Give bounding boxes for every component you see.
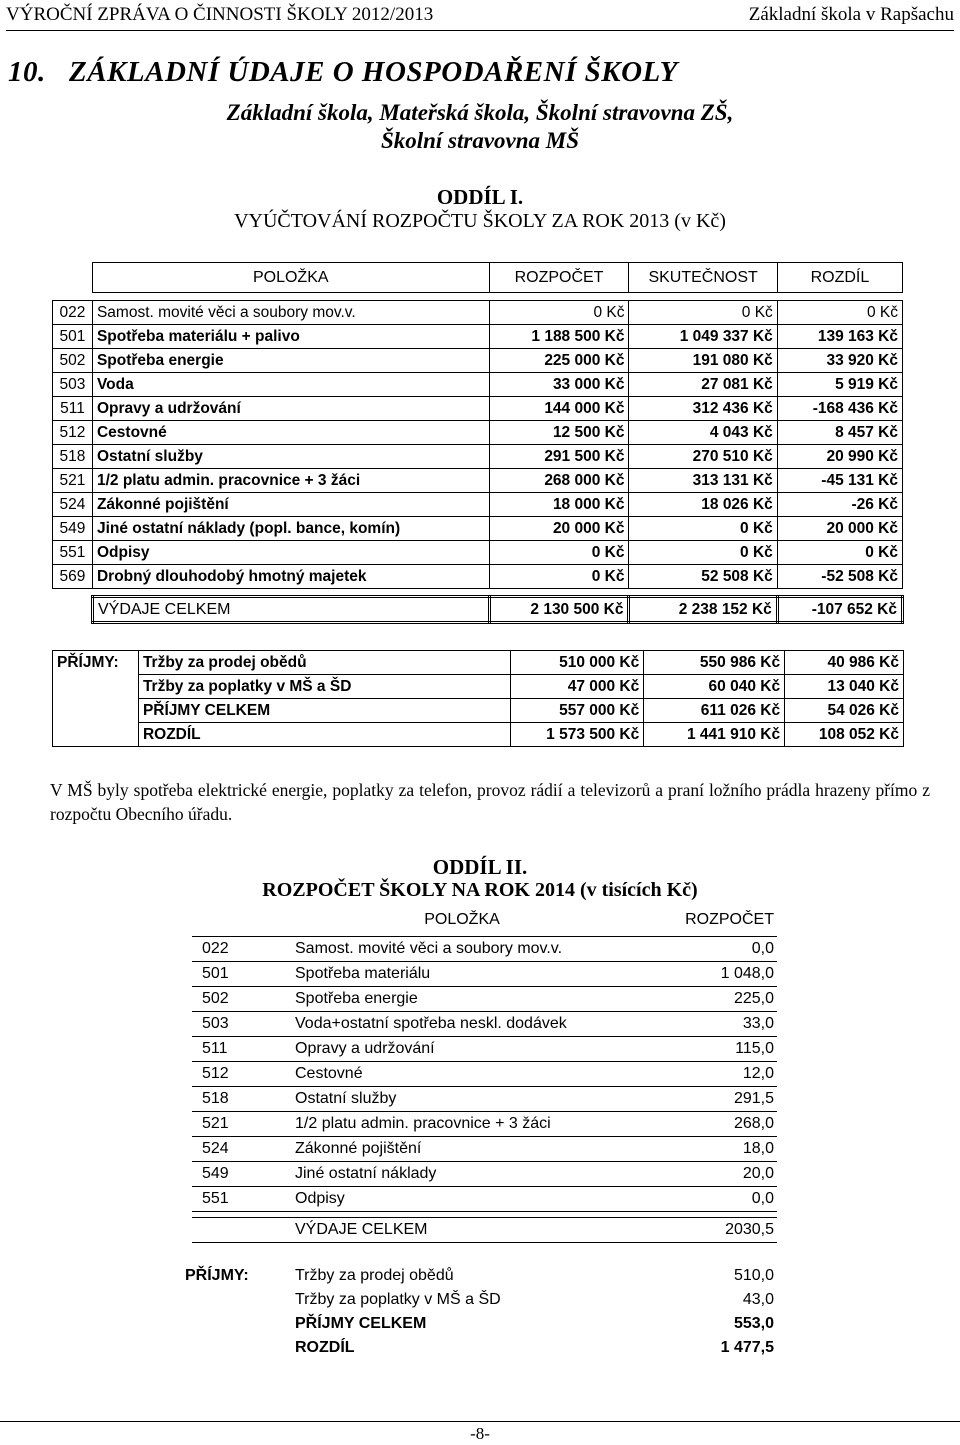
table-row [53, 373, 903, 397]
row-actual: 27 081 Kč [629, 373, 777, 397]
table-row [53, 565, 903, 589]
table-row [192, 1137, 777, 1162]
row-item: Opravy a udržování [92, 397, 489, 421]
income-label [53, 723, 139, 747]
row-item: Jiné ostatní náklady (popl. bance, komín) [92, 517, 489, 541]
row-diff: -26 Kč [777, 493, 902, 517]
row-budget: 1 188 500 Kč [489, 325, 629, 349]
income-budget: 553,0 [733, 1315, 774, 1332]
row-code: 022 [202, 940, 229, 957]
row-diff: -168 436 Kč [777, 397, 902, 421]
row-code: 551 [202, 1190, 229, 1207]
row-item: Odpisy [92, 541, 489, 565]
table-row [53, 421, 903, 445]
row-actual: 312 436 Kč [629, 397, 777, 421]
t2-header-item: POLOŽKA [424, 911, 500, 928]
row-code: 512 [202, 1065, 229, 1082]
row-code: 022 [53, 301, 93, 325]
total-budget: 2 130 500 Kč [489, 597, 629, 623]
row-budget: 0 Kč [489, 565, 629, 589]
row-diff: 0 Kč [777, 301, 902, 325]
row-code: 502 [202, 990, 229, 1007]
part2-title: ODDÍL II. [432, 855, 528, 879]
row-budget: 291 500 Kč [489, 445, 629, 469]
income-budget: 1 477,5 [720, 1339, 774, 1356]
income-table-2013 [52, 650, 904, 747]
row-budget: 1 048,0 [720, 965, 774, 982]
row-budget: 18 000 Kč [489, 493, 629, 517]
row-item: Ostatní služby [295, 1090, 397, 1107]
row-code: 549 [53, 517, 93, 541]
income-item: Tržby za prodej obědů [295, 1267, 454, 1284]
row-actual: 313 131 Kč [629, 469, 777, 493]
row-budget: 0 Kč [489, 541, 629, 565]
row-item: Zákonné pojištění [295, 1140, 422, 1157]
row-diff: 139 163 Kč [777, 325, 902, 349]
table-row [53, 517, 903, 541]
row-item: Spotřeba energie [295, 990, 418, 1007]
section-title: 10. ZÁKLADNÍ ÚDAJE O HOSPODAŘENÍ ŠKOLY [8, 56, 678, 88]
income-row [182, 1336, 777, 1360]
row-code: 518 [202, 1090, 229, 1107]
income-budget: 510 000 Kč [511, 651, 644, 675]
income-label: PŘÍJMY: [185, 1267, 249, 1284]
row-diff: 8 457 Kč [777, 421, 902, 445]
t2-header-budget: ROZPOČET [685, 911, 774, 928]
row-actual: 52 508 Kč [629, 565, 777, 589]
row-actual: 0 Kč [629, 517, 777, 541]
row-budget: 20,0 [742, 1165, 774, 1182]
total-label: VÝDAJE CELKEM [92, 597, 489, 623]
row-budget: 144 000 Kč [489, 397, 629, 421]
table-row [192, 987, 777, 1012]
table-row [192, 1062, 777, 1087]
table-row [53, 541, 903, 565]
row-item: Samost. movité věci a soubory mov.v. [295, 940, 563, 957]
row-budget: 268 000 Kč [489, 469, 629, 493]
table-row [53, 301, 903, 325]
note-paragraph: V MŠ byly spotřeba elektrické energie, poplatky za telefon, provoz rádií a televizorů a praní ložního prádla hrazeny přímo z rozpočtu Obecního úřadu. [50, 780, 930, 824]
income-diff: 54 026 Kč [785, 699, 904, 723]
row-code: 549 [202, 1165, 229, 1182]
income-item: ROZDÍL [295, 1339, 355, 1356]
row-actual: 191 080 Kč [629, 349, 777, 373]
income-row [53, 699, 904, 723]
row-budget: 291,5 [733, 1090, 774, 1107]
income-budget: 47 000 Kč [511, 675, 644, 699]
income-budget: 510,0 [733, 1267, 774, 1284]
income-label [182, 1336, 292, 1360]
row-budget: 33,0 [742, 1015, 774, 1032]
row-code: 524 [53, 493, 93, 517]
table-row [53, 397, 903, 421]
row-code: 511 [202, 1040, 228, 1057]
table-row [192, 1012, 777, 1037]
row-diff: 0 Kč [777, 541, 902, 565]
table-row [53, 349, 903, 373]
row-budget: 33 000 Kč [489, 373, 629, 397]
part2-subtitle: ROZPOČET ŠKOLY NA ROK 2014 (v tisících Kč) [262, 879, 698, 901]
col-header-item: POLOŽKA [92, 263, 489, 293]
table-row [53, 445, 903, 469]
income-diff: 13 040 Kč [785, 675, 904, 699]
income-actual: 60 040 Kč [644, 675, 785, 699]
page-number: -8- [470, 1424, 490, 1443]
t2-total-budget: 2030,5 [725, 1221, 774, 1238]
row-budget: 225 000 Kč [489, 349, 629, 373]
row-budget: 20 000 Kč [489, 517, 629, 541]
row-code: 518 [53, 445, 93, 469]
row-code: 501 [202, 965, 229, 982]
income-row [53, 723, 904, 747]
part1-title: ODDÍL I. [436, 185, 524, 209]
income-label: PŘÍJMY: [53, 651, 139, 675]
row-actual: 270 510 Kč [629, 445, 777, 469]
income-budget: 1 573 500 Kč [511, 723, 644, 747]
t2-total-label: VÝDAJE CELKEM [295, 1221, 428, 1238]
income-item: PŘÍJMY CELKEM [295, 1315, 427, 1332]
table-row [192, 1162, 777, 1187]
income-actual: 611 026 Kč [644, 699, 785, 723]
income-item: Tržby za poplatky v MŠ a ŠD [295, 1291, 501, 1308]
row-code: 501 [53, 325, 93, 349]
row-diff: 33 920 Kč [777, 349, 902, 373]
row-diff: 20 990 Kč [777, 445, 902, 469]
income-table-2014 [182, 1264, 777, 1360]
income-row [182, 1288, 777, 1312]
table-row [53, 325, 903, 349]
row-actual: 18 026 Kč [629, 493, 777, 517]
row-item: Drobný dlouhodobý hmotný majetek [92, 565, 489, 589]
income-label [182, 1288, 292, 1312]
table-row [192, 937, 777, 962]
income-label [53, 699, 139, 723]
row-code: 551 [53, 541, 93, 565]
income-label [53, 675, 139, 699]
table-row [192, 962, 777, 987]
row-code: 502 [53, 349, 93, 373]
row-actual: 1 049 337 Kč [629, 325, 777, 349]
row-item: Voda+ostatní spotřeba neskl. dodávek [295, 1015, 567, 1032]
income-row [182, 1312, 777, 1336]
row-diff: 5 919 Kč [777, 373, 902, 397]
row-item: 1/2 platu admin. pracovnice + 3 žáci [295, 1115, 551, 1132]
row-budget: 0,0 [751, 940, 774, 957]
row-item: Spotřeba materiálu [295, 965, 431, 982]
row-item: Spotřeba materiálu + palivo [92, 325, 489, 349]
row-item: Cestovné [295, 1065, 363, 1082]
row-item: Zákonné pojištění [92, 493, 489, 517]
row-budget: 115,0 [735, 1040, 774, 1057]
income-budget: 557 000 Kč [511, 699, 644, 723]
table-row [192, 1037, 777, 1062]
header-right: Základní škola v Rapšachu [748, 4, 954, 25]
part1-subtitle: VYÚČTOVÁNÍ ROZPOČTU ŠKOLY ZA ROK 2013 (v Kč) [234, 210, 726, 232]
table-row [53, 469, 903, 493]
income-diff: 108 052 Kč [785, 723, 904, 747]
row-item: 1/2 platu admin. pracovnice + 3 žáci [92, 469, 489, 493]
row-budget: 12 500 Kč [489, 421, 629, 445]
row-budget: 18,0 [742, 1140, 774, 1157]
total-diff: -107 652 Kč [777, 597, 902, 623]
total-row [53, 597, 903, 623]
row-actual: 0 Kč [629, 541, 777, 565]
row-diff: -52 508 Kč [777, 565, 902, 589]
income-label [182, 1312, 292, 1336]
row-code: 503 [53, 373, 93, 397]
row-code: 521 [53, 469, 93, 493]
income-item: PŘÍJMY CELKEM [138, 699, 510, 723]
col-header-diff: ROZDÍL [777, 263, 902, 293]
income-item: Tržby za prodej obědů [138, 651, 510, 675]
income-budget: 43,0 [742, 1291, 774, 1308]
row-code: 521 [202, 1115, 229, 1132]
income-item: ROZDÍL [138, 723, 510, 747]
income-actual: 550 986 Kč [644, 651, 785, 675]
row-item: Jiné ostatní náklady [295, 1165, 437, 1182]
table-row [192, 1112, 777, 1137]
row-code: 524 [202, 1140, 229, 1157]
row-item: Ostatní služby [92, 445, 489, 469]
row-budget: 268,0 [733, 1115, 774, 1132]
col-header-actual: SKUTEČNOST [629, 263, 777, 293]
page-header [6, 4, 954, 31]
income-item: Tržby za poplatky v MŠ a ŠD [138, 675, 510, 699]
row-budget: 0 Kč [489, 301, 629, 325]
row-diff: 20 000 Kč [777, 517, 902, 541]
table-row [192, 1187, 777, 1212]
footer-rule [0, 1421, 960, 1422]
table-row [192, 1087, 777, 1112]
row-actual: 0 Kč [629, 301, 777, 325]
total-actual: 2 238 152 Kč [629, 597, 777, 623]
col-header-budget: ROZPOČET [489, 263, 629, 293]
subtitle-line2: Školní stravovna MŠ [380, 128, 580, 153]
row-budget: 225,0 [733, 990, 774, 1007]
income-actual: 1 441 910 Kč [644, 723, 785, 747]
row-item: Samost. movité věci a soubory mov.v. [92, 301, 489, 325]
row-actual: 4 043 Kč [629, 421, 777, 445]
row-item: Cestovné [92, 421, 489, 445]
row-code: 511 [53, 397, 93, 421]
income-row [182, 1264, 777, 1288]
income-row [53, 651, 904, 675]
budget-table-2014 [192, 908, 777, 1243]
row-item: Opravy a udržování [295, 1040, 435, 1057]
row-code: 569 [53, 565, 93, 589]
budget-table-2013 [52, 262, 904, 624]
table-row [53, 493, 903, 517]
row-item: Odpisy [295, 1190, 345, 1207]
row-code: 512 [53, 421, 93, 445]
row-code: 503 [202, 1015, 229, 1032]
row-budget: 12,0 [742, 1065, 774, 1082]
row-item: Voda [92, 373, 489, 397]
income-row [53, 675, 904, 699]
subtitle-line1: Základní škola, Mateřská škola, Školní stravovna ZŠ, [226, 100, 734, 125]
row-item: Spotřeba energie [92, 349, 489, 373]
row-diff: -45 131 Kč [777, 469, 902, 493]
income-diff: 40 986 Kč [785, 651, 904, 675]
row-budget: 0,0 [751, 1190, 774, 1207]
header-left: VÝROČNÍ ZPRÁVA O ČINNOSTI ŠKOLY 2012/2013 [6, 4, 434, 25]
